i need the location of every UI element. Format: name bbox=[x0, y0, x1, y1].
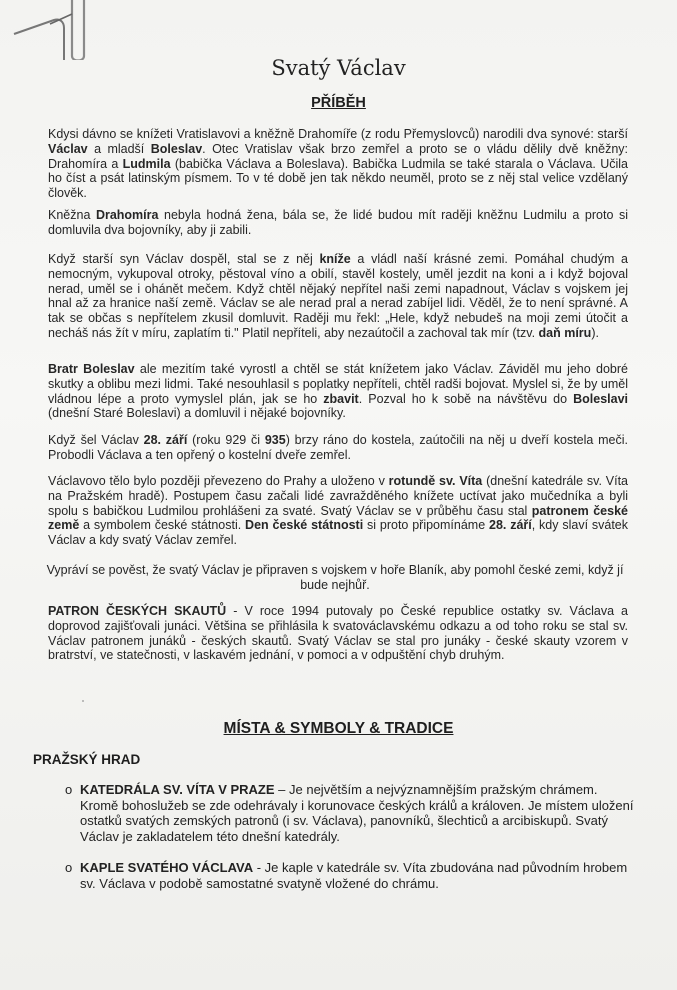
section-heading-places: MÍSTA & SYMBOLY & TRADICE bbox=[223, 720, 454, 737]
stray-mark bbox=[82, 700, 84, 702]
paragraph-2: Kněžna Drahomíra nebyla hodná žena, bála se, že lidé budou mít raději kněžnu Ludmilu a proto si domluvila dva bojovníky, aby ji zabili. bbox=[48, 208, 628, 237]
paragraph-legend: Vypráví se pověst, že svatý Václav je připraven s vojskem v hoře Blaník, aby pomohl české zemi, když jí bude nejhůř. bbox=[46, 563, 624, 592]
paper-clip-icon bbox=[10, 0, 100, 60]
paragraph-3: Když starší syn Václav dospěl, stal se z něj kníže a vládl naší krásné zemi. Pomáhal chudým a nemocným, vykupoval otroky, pěstoval víno a obilí, stavěl kostely, uměl jezdit na koni a i když bojoval nerad, uměl se i ohánět mečem. Když chtěl nějaký nepřítel naši zemi napadnout, Václav s vojskem jej hnal až za hranice naší země. Václav se ale nerad pral a nerad zabíjel lidi. Věděl, že to není správné. A tak se občas s nepřítelem zkusil domluvit. Raději mu řekl: „Hele, když nebudeš na moji zemi útočit a necháš nás žít v míru, zaplatím ti." Platil nepříteli, aby nezaútočil a zachoval tak mír (tzv. daň míru). bbox=[48, 252, 629, 340]
paragraph-4: Bratr Boleslav ale mezitím také vyrostl a chtěl se stát knížetem jako Václav. Záviděl mu jeho dobré skutky a oblibu mezi lidmi. Také nesouhlasil s poplatky nepříteli, chtěl radši bojovat. Myslel si, že by uměl vládnou lépe a proto vymyslel plán, jak se ho zbavit. Pozval ho k sobě na návštěvu do Boleslavi (dnešní Staré Boleslavi) a domluvil i nějaké bojovníky. bbox=[48, 362, 628, 421]
list-item: o KAPLE SVATÉHO VÁCLAVA - Je kaple v katedrále sv. Víta zbudována nad původním hrobem sv. Václava v podobě samostatné svatyně vložené do chrámu. bbox=[65, 860, 628, 891]
bullet-marker: o bbox=[65, 860, 73, 875]
list-item: o KATEDRÁLA SV. VÍTA V PRAZE – Je největším a nejvýznamnějším pražským chrámem. Kromě bohoslužeb se zde odehrávaly i korunovace českých králů a královen. Je místem uložení ostatků svatých zemských patronů (i sv. Václava), panovníků, šlechticů a arcibiskupů. Svatý Václav je zakladatelem této dnešní katedrály. bbox=[65, 782, 634, 844]
paragraph-scout-patron: PATRON ČESKÝCH SKAUTŮ - V roce 1994 putovaly po České republice ostatky sv. Václava a doprovod zajišťovali junáci. Většina se přihlásila k svatováclavskému odkazu a od toho roku se stal sv. Václav patronem junáků - českých skautů. Svatý Václav se stal pro junáky - české skauty vzorem v bratrství, ve statečnosti, v laskavém jednání, v pomoci a v odpuštění chyb druhým. bbox=[48, 604, 629, 663]
paragraph-5: Když šel Václav 28. září (roku 929 či 935) brzy ráno do kostela, zaútočili na něj u dveří kostela meči. Probodli Václava a ten opřený o kostelní dveře zemřel. bbox=[48, 433, 628, 462]
paragraph-1: Kdysi dávno se knížeti Vratislavovi a kněžně Drahomíře (z rodu Přemyslovců) narodili dva synové: starší Václav a mladší Boleslav. Otec Vratislav však brzo zemřel a proto se o vládu dělily dvě kněžny: Drahomíra a Ludmila (babička Václava a Boleslava). Babička Ludmila se také starala o Václava. Učila ho číst a psát latinským písmem. To v té době jen tak někdo neuměl, proto se z něj stal velice vzdělaný člověk. bbox=[48, 127, 629, 201]
section-heading-story: PŘÍBĚH bbox=[311, 95, 366, 111]
page-title: Svatý Václav bbox=[271, 56, 406, 80]
bullet-marker: o bbox=[65, 782, 73, 797]
subheading-prague-castle: PRAŽSKÝ HRAD bbox=[33, 752, 141, 767]
paragraph-6: Václavovo tělo bylo později převezeno do Prahy a uloženo v rotundě sv. Víta (dnešní katedrále sv. Víta na Pražském hradě). Postupem času začali lidé zavražděného knížete uctívat jako mučedníka a byli spolu s babičkou Ludmilou prohlášeni za svaté. Svatý Václav se v průběhu času stal patronem české země a symbolem české státnosti. Den české státnosti si proto připomínáme 28. září, kdy slaví svátek Václav a kdy svatý Václav zemřel. bbox=[48, 474, 629, 548]
